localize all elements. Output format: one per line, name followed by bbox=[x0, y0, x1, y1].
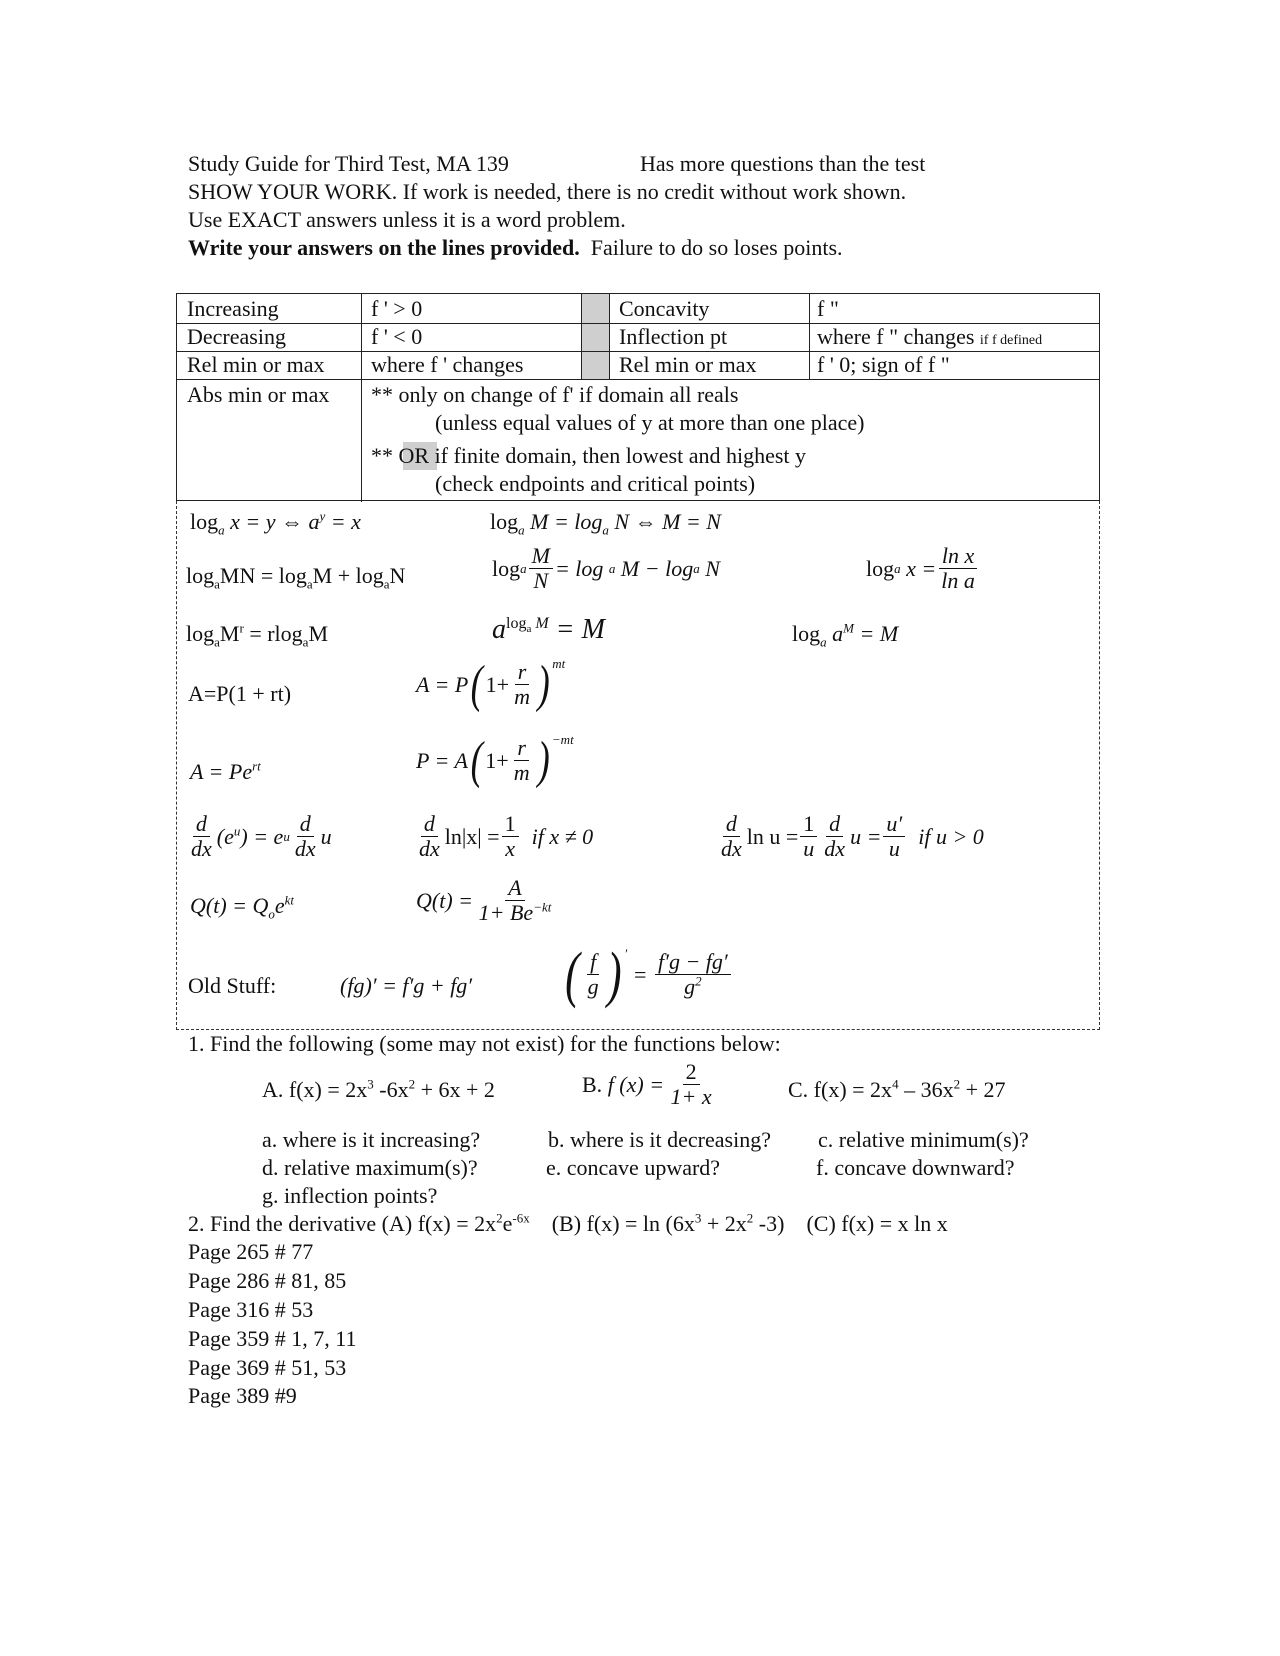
question-1C: C. $f(x) = 2x^4 - 36x^2 + 27$ bbox=[788, 1076, 1006, 1102]
q1-part-f: f. concave downward? bbox=[816, 1155, 1015, 1180]
question-2: 2. Find the derivative (A) $f(x) = 2x^2e^{-6x}$ (B) $f(x) = \ln (6x^3 + 2x^2$ -3) (C) f(x) = x ln x bbox=[188, 1210, 948, 1236]
cell-inflection: Inflection pt bbox=[619, 324, 728, 349]
instruction-bold: Write your answers on the lines provided. bbox=[188, 235, 580, 260]
q1-part-e: e. concave upward? bbox=[546, 1155, 721, 1180]
old-stuff-label: Old Stuff: bbox=[188, 973, 277, 998]
present-value: P = A ( 1+ $\frac{r}{m}$ ) −mt bbox=[416, 731, 574, 789]
abs-line-3: ** OR if finite domain, then lowest and highest y bbox=[371, 443, 807, 468]
instruction-lines bbox=[188, 234, 843, 262]
log-definition: $\log_a x = y$ ⇔ $a^y = x$ bbox=[190, 508, 361, 538]
cell-fdoubleprime: f " bbox=[817, 296, 839, 321]
page-ref: Page 316 # 53 bbox=[188, 1297, 314, 1322]
inverse-log-a: $\log_a a^M = M$ bbox=[792, 620, 899, 650]
title: Study Guide for Third Test, MA 139 bbox=[188, 151, 509, 176]
q1-part-d: d. relative maximum(s)? bbox=[262, 1155, 478, 1180]
q1-part-c: c. relative minimum(s)? bbox=[818, 1127, 1029, 1152]
question-1: 1. Find the following (some may not exist) for the functions below: bbox=[188, 1031, 781, 1056]
instruction-exact: Use EXACT answers unless it is a word problem. bbox=[188, 207, 626, 232]
shaded-column bbox=[581, 294, 609, 379]
page-ref: Page 359 # 1, 7, 11 bbox=[188, 1326, 357, 1351]
cell-concavity: Concavity bbox=[619, 296, 710, 321]
derivative-ln-abs: $\frac{d}{dx}$ ln|x| = $\frac{1}{x}$ if x ≠ 0 bbox=[419, 811, 594, 861]
cell-fprime-neg: f ' < 0 bbox=[371, 324, 423, 349]
abs-line-4: (check endpoints and critical points) bbox=[435, 471, 756, 496]
log-product-rule: $\log_aMN = \log_aM + \log_aN$ bbox=[186, 563, 406, 592]
page-ref: Page 286 # 81, 85 bbox=[188, 1268, 347, 1293]
title-note: Has more questions than the test bbox=[640, 151, 926, 176]
change-of-base: log a x = $\frac{\text{ln x}}{\text{ln a}}$ bbox=[866, 544, 980, 593]
page-ref: Page 389 #9 bbox=[188, 1383, 297, 1408]
cell-relminmax: Rel min or max bbox=[187, 352, 325, 377]
cell-relminmax-2: Rel min or max bbox=[619, 352, 757, 377]
q1-part-g: g. inflection points? bbox=[262, 1183, 438, 1208]
cell-decreasing: Decreasing bbox=[187, 324, 286, 349]
page-ref: Page 265 # 77 bbox=[188, 1239, 314, 1264]
summary-table bbox=[176, 293, 1100, 501]
cell-increasing: Increasing bbox=[187, 296, 279, 321]
q1-part-b: b. where is it decreasing? bbox=[548, 1127, 771, 1152]
cell-fprime-pos: f ' > 0 bbox=[371, 296, 423, 321]
continuous-interest: $A = Pe^{rt}$ bbox=[190, 758, 261, 784]
abs-line-2: (unless equal values of y at more than one place) bbox=[435, 410, 865, 435]
cell-fp-zero: f ' 0; sign of f " bbox=[817, 352, 950, 377]
abs-line-1: ** only on change of f' if domain all reals bbox=[371, 382, 739, 407]
log-quotient-rule: log a $\frac{M}{N}$ = log a M − log a N bbox=[492, 543, 720, 593]
question-1B: B. f (x) = $\frac{2}{1+ x}$ bbox=[582, 1059, 712, 1109]
cell-where-fp-changes: where f ' changes bbox=[371, 352, 524, 377]
q1-part-a: a. where is it increasing? bbox=[262, 1127, 481, 1152]
quotient-derivative: ( $\frac{f}{g}$ ) ′ = $\frac{f'g - fg'}{g^2}$ bbox=[562, 950, 733, 999]
cell-where-fdp-changes: where f " changes if f defined bbox=[817, 324, 1043, 349]
instruction-rest: Failure to do so loses points. bbox=[590, 235, 843, 260]
exponential-growth: $Q(t) = Q_oe^{kt}$ bbox=[190, 892, 295, 922]
simple-interest: A=P(1 + rt) bbox=[188, 681, 292, 706]
instruction-work: SHOW YOUR WORK. If work is needed, there is no credit without work shown. bbox=[188, 179, 907, 204]
derivative-ln-u: $\frac{d}{dx}$ ln u = $\frac{1}{u}$ $\frac{d}{dx}$ u = $\frac{u'}{u}$ if u > 0 bbox=[721, 811, 984, 861]
log-power-rule: $\log_aM^r = rlog_aM$ bbox=[186, 620, 329, 650]
logistic-growth: Q(t) = $\frac{A}{1+ Be^{-kt}}$ bbox=[416, 875, 552, 925]
question-1A: A. $f(x) = 2x^3$ $-6x^2 + 6x + 2$ bbox=[262, 1076, 495, 1102]
page-ref: Page 369 # 51, 53 bbox=[188, 1355, 347, 1380]
log-equality: $\log_a M = \log_a N$ ⇔ M = N bbox=[490, 509, 721, 538]
cell-absminmax: Abs min or max bbox=[187, 382, 330, 407]
compound-interest: A = P ( 1+ $\frac{r}{m}$ ) mt bbox=[416, 655, 566, 713]
derivative-exp: $\frac{d}{dx}$ $(e^u)$ = e u $\frac{d}{dx}$ u bbox=[191, 811, 332, 861]
product-derivative: (fg)′ = f′g + fg′ bbox=[340, 973, 473, 998]
inverse-a-log: $a^{log_a M} = M$ bbox=[492, 614, 605, 645]
